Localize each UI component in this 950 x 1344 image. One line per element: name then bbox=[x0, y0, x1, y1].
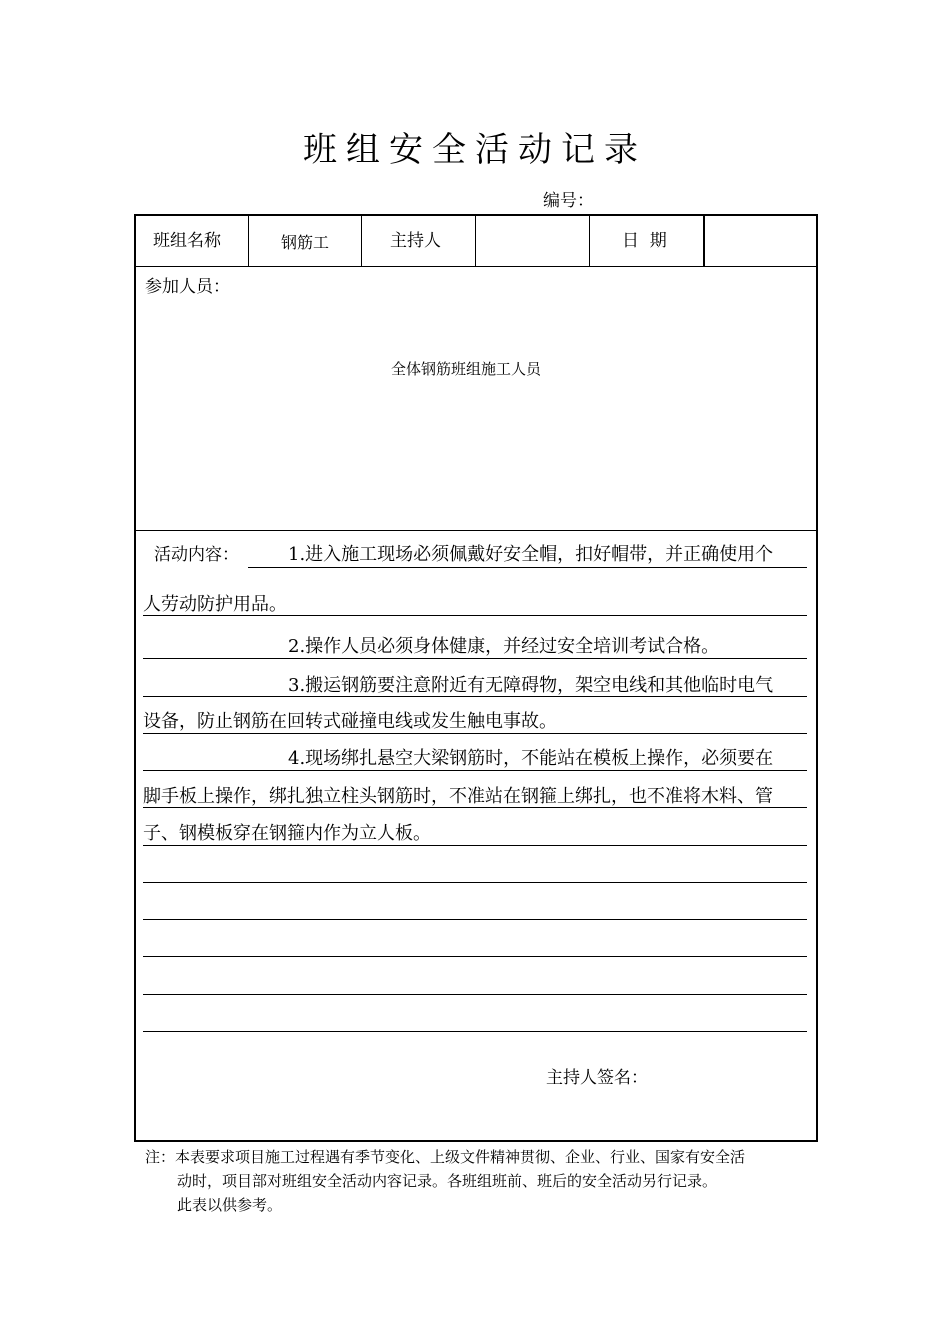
header-column-divider bbox=[248, 214, 249, 266]
activity-line-2: 人劳动防护用品。 bbox=[143, 594, 287, 615]
ruled-line bbox=[143, 845, 807, 846]
blank-ruled-line bbox=[143, 956, 807, 957]
ruled-line bbox=[143, 733, 807, 734]
date-label: 日 期 bbox=[622, 231, 667, 251]
blank-ruled-line bbox=[143, 1031, 807, 1032]
ruled-line bbox=[143, 658, 807, 659]
footnote-line-2: 动时，项目部对班组安全活动内容记录。各班组班前、班后的安全活动另行记录。 bbox=[177, 1172, 718, 1190]
ruled-line bbox=[143, 696, 807, 697]
ruled-line bbox=[143, 615, 807, 616]
host-signature-label: 主持人签名： bbox=[546, 1068, 648, 1088]
activity-line-8: 子、钢模板穿在钢箍内作为立人板。 bbox=[143, 823, 431, 844]
ruled-line bbox=[143, 770, 807, 771]
activity-line-5: 设备，防止钢筋在回转式碰撞电线或发生触电事故。 bbox=[143, 711, 557, 732]
activity-line-7: 脚手板上操作，绑扎独立柱头钢筋时，不准站在钢箍上绑扎，也不准将木料、管 bbox=[143, 786, 773, 807]
activity-line-3: 2.操作人员必须身体健康，并经过安全培训考试合格。 bbox=[288, 636, 720, 657]
header-column-divider bbox=[475, 214, 476, 266]
page-title: 班组安全活动记录 bbox=[303, 130, 647, 170]
team-name-value: 钢筋工 bbox=[281, 233, 330, 252]
header-column-divider bbox=[361, 214, 362, 266]
blank-ruled-line bbox=[143, 994, 807, 995]
ruled-line bbox=[248, 567, 807, 568]
participants-value: 全体钢筋班组施工人员 bbox=[391, 360, 542, 378]
ruled-line bbox=[143, 807, 807, 808]
header-row-bottom-border bbox=[134, 266, 818, 267]
header-column-divider bbox=[703, 214, 705, 266]
activity-label: 活动内容： bbox=[154, 545, 239, 565]
participants-bottom-border bbox=[134, 530, 818, 531]
team-name-label: 班组名称 bbox=[153, 231, 221, 251]
blank-ruled-line bbox=[143, 919, 807, 920]
header-column-divider bbox=[589, 214, 590, 266]
participants-label: 参加人员： bbox=[145, 277, 230, 297]
activity-line-4: 3.搬运钢筋要注意附近有无障碍物，架空电线和其他临时电气 bbox=[288, 675, 774, 696]
serial-number-label: 编号： bbox=[543, 191, 594, 211]
blank-ruled-line bbox=[143, 882, 807, 883]
footnote-line-1: 注：本表要求项目施工过程遇有季节变化、上级文件精神贯彻、企业、行业、国家有安全活 bbox=[145, 1148, 746, 1166]
host-label: 主持人 bbox=[390, 231, 441, 251]
activity-line-6: 4.现场绑扎悬空大梁钢筋时，不能站在模板上操作，必须要在 bbox=[288, 748, 774, 769]
footnote-line-3: 此表以供参考。 bbox=[177, 1196, 283, 1214]
activity-line-1: 1.进入施工现场必须佩戴好安全帽，扣好帽带，并正确使用个 bbox=[288, 544, 774, 565]
